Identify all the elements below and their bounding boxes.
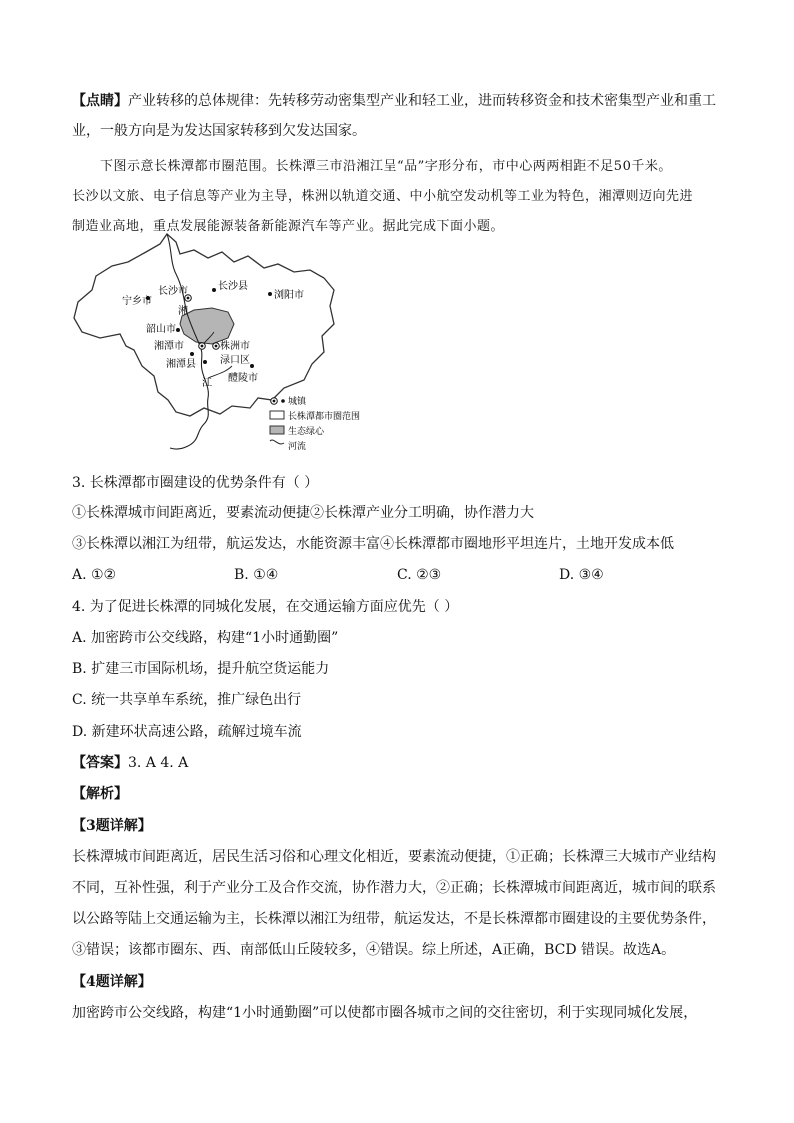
- intro-line-3: 制造业高地，重点发展能源装备新能源汽车等产业。据此完成下面小题。: [72, 219, 505, 234]
- q4-stem: 4. 为了促进长株潭的同城化发展，在交通运输方面应优先（ ）: [72, 599, 459, 615]
- q4-detail-line-1: 加密跨市公交线路，构建“1小时通勤圈”可以使都市圈各城市之间的交往密切，利于实现同城化发展，: [72, 1005, 698, 1021]
- q4-option-d: D. 新建环状高速公路，疏解过境车流: [72, 724, 302, 740]
- changzhutan-map: [72, 228, 372, 453]
- q3-option-b: B. ①④: [234, 567, 279, 583]
- q4-detail-tag: 【4题详解】: [72, 974, 152, 990]
- label-changsha-city: 长沙市: [158, 286, 188, 297]
- label-jiang: 江: [202, 378, 212, 389]
- q3-option-a: A. ①②: [72, 567, 117, 583]
- q4-option-a: A. 加密跨市公交线路，构建“1小时通勤圈”: [72, 630, 339, 646]
- legend-river-label: 河流: [288, 442, 307, 452]
- q3-detail-line-3: 以公路等陆上交通运输为主，长株潭以湘江为纽带，航运发达，不是长株潭都市圈建设的主要优势条件，: [72, 911, 716, 927]
- label-liuyang: 浏阳市: [274, 290, 304, 301]
- label-ningxiang: 宁乡市: [122, 296, 152, 307]
- answer-line: [72, 753, 722, 773]
- q3-detail-line-2: 不同，互补性强，利于产业分工及合作交流，协作潜力大，②正确；长株潭城市间距离近，城市间的联系: [72, 880, 716, 896]
- town-marker-changsha: [187, 297, 190, 300]
- label-xiang: 湘: [178, 306, 188, 317]
- town-marker-xiangtan: [201, 345, 204, 348]
- label-zhuzhou: 株洲市: [220, 341, 250, 352]
- answer-tag: 【答案】: [72, 755, 128, 771]
- answer-text: 3. A 4. A: [128, 755, 189, 771]
- tip-text-1: 产业转移的总体规律：先转移劳动密集型产业和轻工业，进而转移资金和技术密集型产业和重工: [128, 93, 716, 109]
- q3-stem: 3. 长株潭都市圈建设的优势条件有（ ）: [72, 475, 319, 491]
- town-marker-zhuzhou: [215, 345, 218, 348]
- q4-option-c: C. 统一共享单车系统，推广绿色出行: [72, 692, 302, 708]
- tip-line-1: [72, 91, 722, 111]
- label-xiangtan-city: 湘潭市: [154, 341, 184, 352]
- legend-range-label: 长株潭都市圈范围: [288, 412, 361, 422]
- q3-option-c: C. ②③: [397, 567, 442, 583]
- legend-river-icon: [270, 440, 284, 444]
- tip-line-2: 业，一般方向是为发达国家转移到欠发达国家。: [72, 123, 366, 139]
- legend-town-dot: [281, 399, 285, 403]
- legend-town-icon: [273, 400, 276, 403]
- legend-town-label: 城镇: [288, 397, 307, 407]
- q3-statement-2: ③长株潭以湘江为纽带，航运发达，水能资源丰富④长株潭都市圈地形平坦连片，土地开发成本低: [72, 536, 674, 552]
- legend-range-swatch: [270, 411, 284, 419]
- label-changsha-county: 长沙县: [218, 281, 248, 292]
- analysis-tag: 【解析】: [72, 786, 128, 802]
- town-marker-changsha-county: [212, 288, 216, 292]
- town-marker-liling: [250, 364, 254, 368]
- legend-green-label: 生态绿心: [288, 427, 325, 437]
- legend-green-swatch: [270, 426, 284, 434]
- label-xiangtan-county: 湘潭县: [166, 359, 196, 370]
- tip-tag: 【点睛】: [72, 93, 128, 109]
- q3-detail-tag: 【3题详解】: [72, 818, 152, 834]
- q4-option-b: B. 扩建三市国际机场，提升航空货运能力: [72, 661, 330, 677]
- map-legend: [270, 395, 360, 452]
- town-marker-shaoshan: [176, 328, 180, 332]
- intro-line-2: 长沙以文旅、电子信息等产业为主导，株洲以轨道交通、中小航空发动机等工业为特色，湘潭则迈向先进: [72, 189, 694, 204]
- q3-statement-1: ①长株潭城市间距离近，要素流动便捷②长株潭产业分工明确，协作潜力大: [72, 505, 534, 521]
- town-marker-xiangtan-county: [190, 352, 194, 356]
- q3-detail-line-1: 长株潭城市间距离近，居民生活习俗和心理文化相近，要素流动便捷，①正确；长株潭三大城市产业结构: [72, 849, 716, 865]
- q3-detail-line-4: ③错误；该都市圈东、西、南部低山丘陵较多，④错误。综上所述，A正确，BCD 错误。故选A。: [72, 942, 676, 958]
- label-lukou: 渌口区: [220, 355, 250, 366]
- town-marker-liuyang: [268, 292, 272, 296]
- label-shaoshan: 韶山市: [146, 324, 176, 335]
- town-marker-lukou: [203, 360, 207, 364]
- label-liling: 醴陵市: [228, 373, 258, 384]
- q3-option-d: D. ③④: [559, 567, 604, 583]
- intro-line-1: 下图示意长株潭都市圈范围。长株潭三市沿湘江呈“品”字形分布，市中心两两相距不足50千米。: [100, 159, 672, 174]
